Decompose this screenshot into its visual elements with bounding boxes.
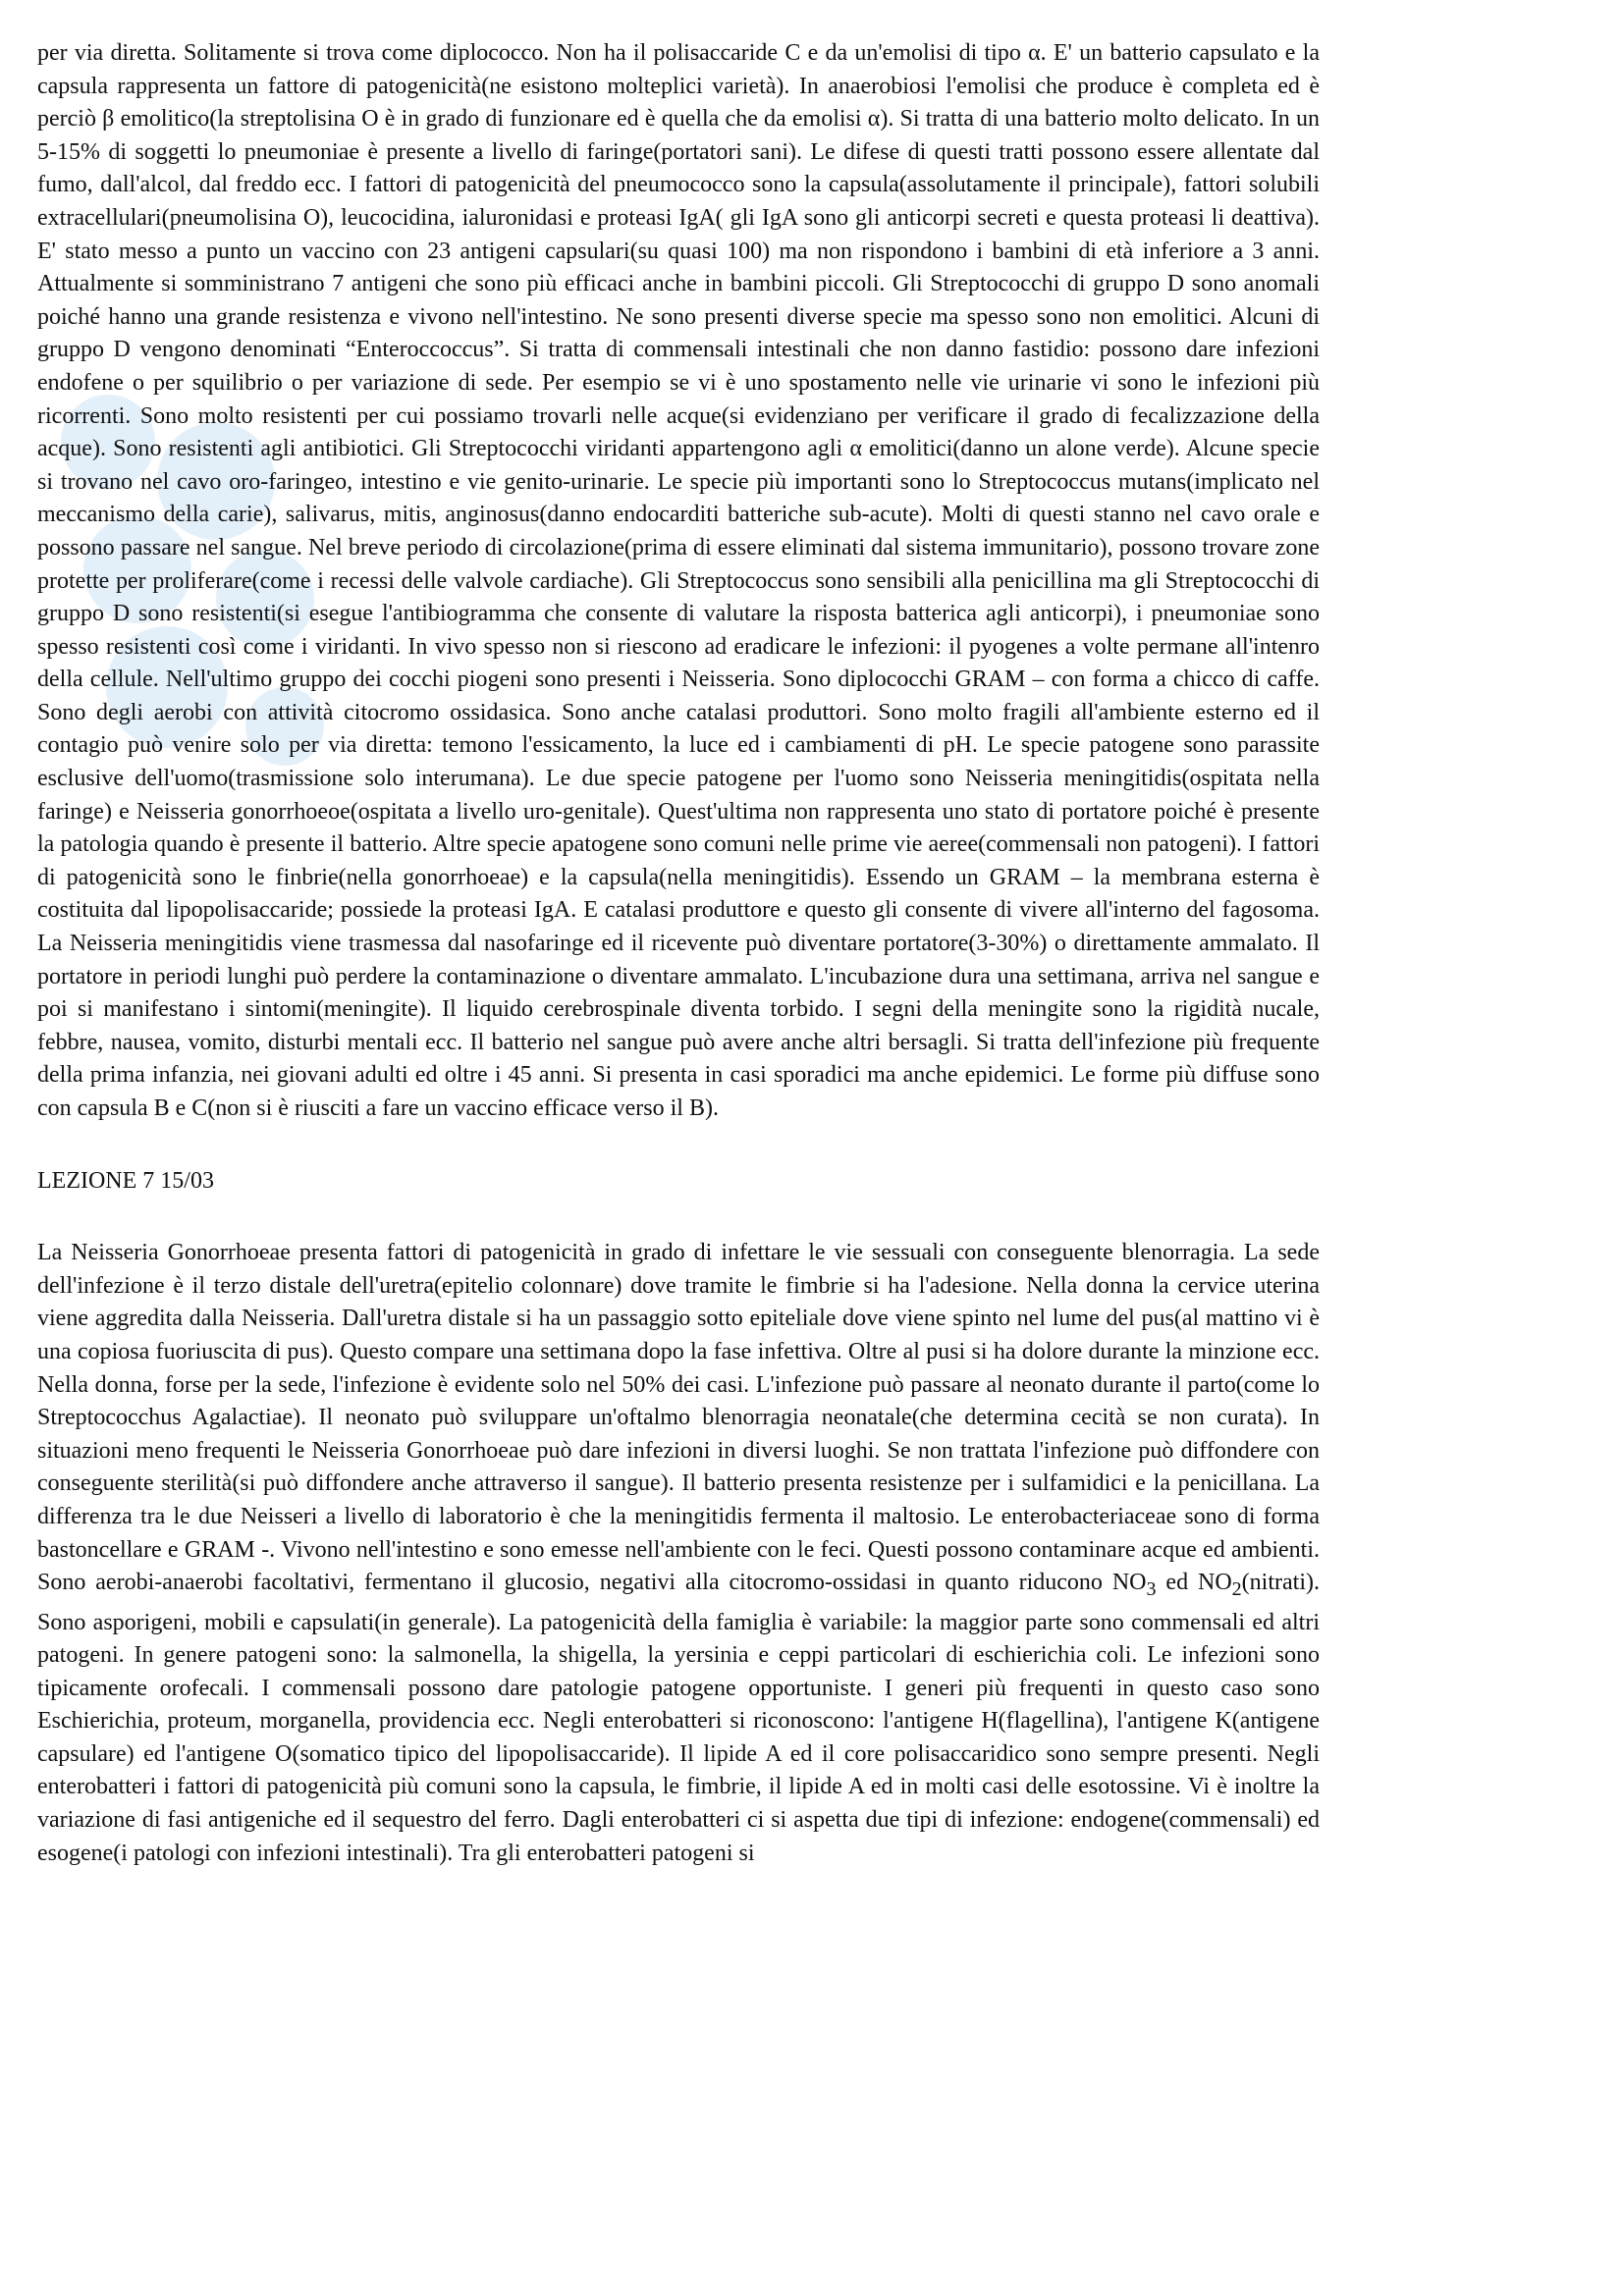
paragraph-2-text-c: (nitrati). Sono asporigeni, mobili e capsulati(in generale). La patogenicità della famiglia è variabile: la maggior parte sono commensali ed altri patogeni. In genere patogeni sono: la salmonella, la shigella, la yersinia e ceppi particolari di eschierichia coli. Le infezioni sono tipicamente orofecali. I commensali possono dare patologie patogene opportuniste. I generi più frequenti in questo caso sono Eschierichia, proteum, morganella, providencia ecc. Negli enterobatteri si riconoscono: l'antigene H(flagellina), l'antigene K(antigene capsulare) ed l'antigene O(somatico tipico del lipopolisaccaride). Il lipide A ed il core polisaccaridico sono sempre presenti. Negli enterobatteri i fattori di patogenicità più comuni sono la capsula, le fimbrie, il lipide A ed in molti casi delle esotossine. Vi è inoltre la variazione di fasi antigeniche ed il sequestro del ferro. Dagli enterobatteri ci si aspetta due tipi di infezione: endogene(commensali) ed esogene(i patologi con infezioni intestinali). Tra gli enterobatteri patogeni si xyxy=(37,1570,1320,1866)
paragraph-2-text-b: ed NO xyxy=(1156,1570,1232,1596)
document-page xyxy=(37,37,1320,1870)
lesson-heading: LEZIONE 7 15/03 xyxy=(37,1167,214,1194)
subscript-3: 3 xyxy=(1146,1577,1157,1600)
subscript-2: 2 xyxy=(1231,1577,1242,1600)
paragraph-2-text-a: La Neisseria Gonorrhoeae presenta fattori di patogenicità in grado di infettare le vie sessuali con conseguente blenorragia. La sede dell'infezione è il terzo distale dell'uretra(epitelio colonnare) dove tramite le fimbrie si ha l'adesione. Nella donna la cervice uterina viene aggredita dalla Neisseria. Dall'uretra distale si ha un passaggio sotto epiteliale dove viene spinto nel lume del pus(al mattino vi è una copiosa fuoriuscita di pus). Questo compare una settimana dopo la fase infettiva. Oltre al pusi si ha dolore durante la minzione ecc. Nella donna, forse per la sede, l'infezione è evidente solo nel 50% dei casi. L'infezione può passare al neonato durante il parto(come lo Streptococchus Agalactiae). Il neonato può sviluppare un'oftalmo blenorragia neonatale(che determina cecità se non curata). In situazioni meno frequenti le Neisseria Gonorrhoeae può dare infezioni in diversi luoghi. Se non trattata l'infezione può diffondere con conseguente sterilità(si può diffondere anche attraverso il sangue). Il batterio presenta resistenze per i sulfamidici e la penicillana. La differenza tra le due Neisseri a livello di laboratorio è che la meningitidis fermenta il maltosio. Le enterobacteriaceae sono di forma bastoncellare e GRAM -. Vivono nell'intestino e sono emesse nell'ambiente con le feci. Questi possono contaminare acque ed ambienti. Sono aerobi-anaerobi facoltativi, fermentano il glucosio, negativi alla citocromo-ossidasi in quanto riducono NO xyxy=(37,1240,1320,1596)
body-paragraph-2 xyxy=(37,1237,1320,1870)
body-paragraph-1: per via diretta. Solitamente si trova come diplococco. Non ha il polisaccaride C e da un'emolisi di tipo α. E' un batterio capsulato e la capsula rappresenta un fattore di patogenicità(ne esistono molteplici varietà). In anaerobiosi l'emolisi che produce è completa ed è perciò β emolitico(la streptolisina O è in grado di funzionare ed è quella che da emolisi α). Si tratta di una batterio molto delicato. In un 5-15% di soggetti lo pneumoniae è presente a livello di faringe(portatori sani). Le difese di questi tratti possono essere allentate dal fumo, dall'alcol, dal freddo ecc. I fattori di patogenicità del pneumococco sono la capsula(assolutamente il principale), fattori solubili extracellulari(pneumolisina O), leucocidina, ialuronidasi e proteasi IgA( gli IgA sono gli anticorpi secreti e questa proteasi li deattiva). E' stato messo a punto un vaccino con 23 antigeni capsulari(su quasi 100) ma non rispondono i bambini di età inferiore a 3 anni. Attualmente si somministrano 7 antigeni che sono più efficaci anche in bambini piccoli. Gli Streptococchi di gruppo D sono anomali poiché hanno una grande resistenza e vivono nell'intestino. Ne sono presenti diverse specie ma spesso sono non emolitici. Alcuni di gruppo D vengono denominati “Enteroccoccus”. Si tratta di commensali intestinali che non danno fastidio: possono dare infezioni endofene o per squilibrio o per variazione di sede. Per esempio se vi è uno spostamento nelle vie urinarie vi sono le infezioni più ricorrenti. Sono molto resistenti per cui possiamo trovarli nelle acque(si evidenziano per verificare il grado di fecalizzazione della acque). Sono resistenti agli antibiotici. Gli Streptococchi viridanti appartengono agli α emolitici(danno un alone verde). Alcune specie si trovano nel cavo oro-faringeo, intestino e vie genito-urinarie. Le specie più importanti sono lo Streptococcus mutans(implicato nel meccanismo della carie), salivarus, mitis, anginosus(danno endocarditi batteriche sub-acute). Molti di questi stanno nel cavo orale e possono passare nel sangue. Nel breve periodo di circolazione(prima di essere eliminati dal sistema immunitario), possono trovare zone protette per proliferare(come i recessi delle valvole cardiache). Gli Streptococcus sono sensibili alla penicillina ma gli Streptococchi di gruppo D sono resistenti(si esegue l'antibiogramma che consente di valutare la risposta batterica agli anticorpi), i pneumoniae sono spesso resistenti così come i viridanti. In vivo spesso non si riescono ad eradicare le infezioni: il pyogenes a volte permane all'intenro della cellule. Nell'ultimo gruppo dei cocchi piogeni sono presenti i Neisseria. Sono diplococchi GRAM – con forma a chicco di caffe. Sono degli aerobi con attività citocromo ossidasica. Sono anche catalasi produttori. Sono molto fragili all'ambiente esterno ed il contagio può venire solo per via diretta: temono l'essicamento, la luce ed i cambiamenti di pH. Le specie patogene sono parassite esclusive dell'uomo(trasmissione solo interumana). Le due specie patogene per l'uomo sono Neisseria meningitidis(ospitata nella faringe) e Neisseria gonorrhoeoe(ospitata a livello uro-genitale). Quest'ultima non rappresenta uno stato di portatore poiché è presente la patologia quando è presente il batterio. Altre specie apatogene sono comuni nelle prime vie aeree(commensali non patogeni). I fattori di patogenicità sono le finbrie(nella gonorrhoeae) e la capsula(nella meningitidis). Essendo un GRAM – la membrana esterna è costituita dal lipopolisaccaride; possiede la proteasi IgA. E catalasi produttore e questo gli consente di vivere all'interno del fagosoma. La Neisseria meningitidis viene trasmessa dal nasofaringe ed il ricevente può diventare portatore(3-30%) o direttamente ammalato. Il portatore in periodi lunghi può perdere la contaminazione o diventare ammalato. L'incubazione dura una settimana, arriva nel sangue e poi si manifestano i sintomi(meningite). Il liquido cerebrospinale diventa torbido. I segni della meningite sono la rigidità nucale, febbre, nausea, vomito, disturbi mentali ecc. Il batterio nel sangue può avere anche altri bersagli. Si tratta dell'infezione più frequente della prima infanzia, nei giovani adulti ed oltre i 45 anni. Si presenta in casi sporadici ma anche epidemici. Le forme più diffuse sono con capsula B e C(non si è riusciti a fare un vaccino efficace verso il B). xyxy=(37,40,1320,1121)
